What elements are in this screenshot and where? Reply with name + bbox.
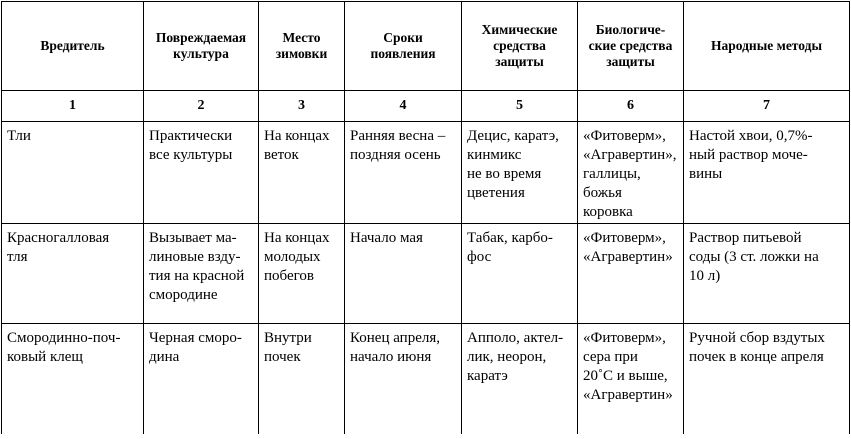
cell-crop: Вызывает ма- линовые взду- тия на красной смородине xyxy=(144,224,259,324)
header-timing: Сроки появления xyxy=(345,2,462,91)
column-number: 6 xyxy=(578,91,684,122)
cell-folk: Настой хвои, 0,7%- ный раствор моче- вины xyxy=(684,122,850,224)
column-number-row xyxy=(2,91,850,122)
cell-pest: Красногалловая тля xyxy=(2,224,144,324)
cell-wintering: Внутри почек xyxy=(259,324,345,435)
column-number: 4 xyxy=(345,91,462,122)
header-row xyxy=(2,2,850,91)
cell-crop: Практически все культуры xyxy=(144,122,259,224)
column-number: 1 xyxy=(2,91,144,122)
cell-timing: Конец апреля, начало июня xyxy=(345,324,462,435)
pest-control-table xyxy=(1,1,850,434)
header-wintering: Место зимовки xyxy=(259,2,345,91)
cell-wintering: На концах веток xyxy=(259,122,345,224)
header-pest: Вредитель xyxy=(2,2,144,91)
cell-pest: Тли xyxy=(2,122,144,224)
header-biological: Биологиче- ские средства защиты xyxy=(578,2,684,91)
cell-folk: Раствор питьевой соды (3 ст. ложки на 10 л) xyxy=(684,224,850,324)
column-number: 5 xyxy=(462,91,578,122)
cell-biological: «Фитоверм», «Агравертин», галлицы, божья коровка xyxy=(578,122,684,224)
header-chemical: Химические средства защиты xyxy=(462,2,578,91)
table-row xyxy=(2,122,850,224)
column-number: 7 xyxy=(684,91,850,122)
table-row xyxy=(2,224,850,324)
cell-timing: Ранняя весна – поздняя осень xyxy=(345,122,462,224)
column-number: 2 xyxy=(144,91,259,122)
header-folk: Народные методы xyxy=(684,2,850,91)
cell-chemical: Табак, карбо- фос xyxy=(462,224,578,324)
header-crop: Повреждаемая культура xyxy=(144,2,259,91)
table-row xyxy=(2,324,850,435)
cell-biological: «Фитоверм», «Агравертин» xyxy=(578,224,684,324)
cell-folk: Ручной сбор вздутых почек в конце апреля xyxy=(684,324,850,435)
cell-chemical: Децис, каратэ, кинмикс не во время цветения xyxy=(462,122,578,224)
cell-pest: Смородинно-поч- ковый клещ xyxy=(2,324,144,435)
cell-wintering: На концах молодых побегов xyxy=(259,224,345,324)
cell-timing: Начало мая xyxy=(345,224,462,324)
cell-crop: Черная сморо- дина xyxy=(144,324,259,435)
cell-chemical: Апполо, актел- лик, неорон, каратэ xyxy=(462,324,578,435)
cell-biological: «Фитоверм», сера при 20˚С и выше, «Агравертин» xyxy=(578,324,684,435)
column-number: 3 xyxy=(259,91,345,122)
